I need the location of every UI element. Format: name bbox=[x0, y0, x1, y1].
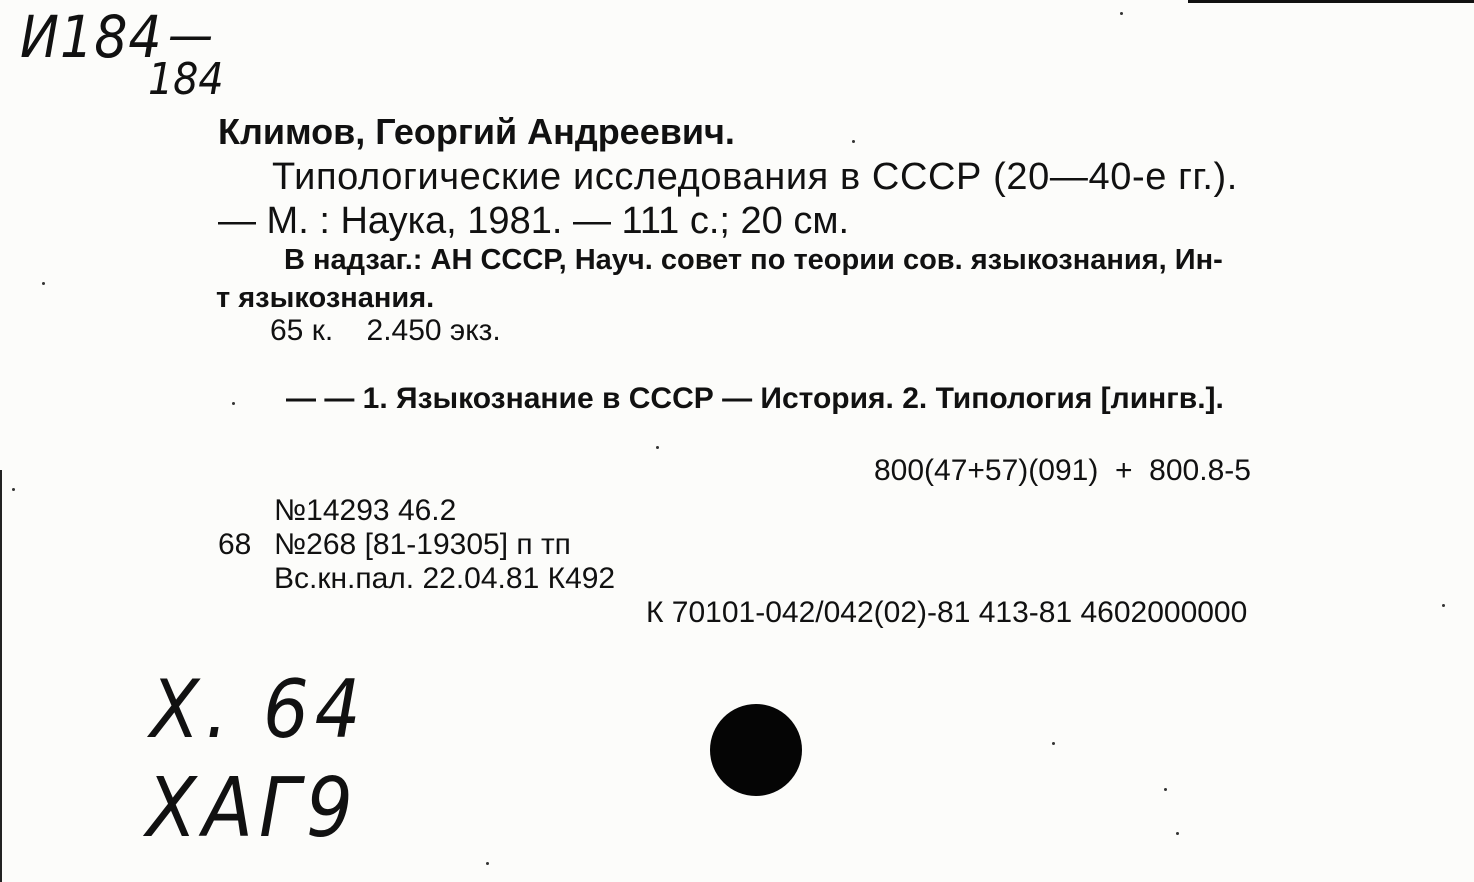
dust-speck bbox=[12, 488, 15, 491]
handwritten-fraction-bar: — bbox=[168, 6, 213, 64]
book-title: Типологические исследования в СССР (20—40-е гг.). bbox=[272, 156, 1238, 198]
price-and-print-run: 65 к. 2.450 экз. bbox=[270, 314, 501, 347]
dust-speck bbox=[656, 446, 659, 449]
dust-speck bbox=[42, 282, 45, 285]
punch-hole bbox=[710, 704, 802, 796]
handwritten-fraction-denominator: 184 bbox=[148, 54, 224, 105]
note-line-1: В надзаг.: АН СССР, Науч. совет по теории сов. языкознания, Ин- bbox=[284, 244, 1223, 276]
author-heading: Климов, Георгий Андреевич. bbox=[218, 111, 735, 152]
isbn-line: К 70101-042/042(02)-81 413-81 4602000000 bbox=[646, 596, 1248, 629]
imprint-line: — М. : Наука, 1981. — 111 с.; 20 см. bbox=[218, 200, 850, 242]
dust-speck bbox=[1164, 788, 1167, 791]
card-edge-left bbox=[0, 470, 2, 882]
dust-speck bbox=[1176, 832, 1179, 835]
note-line-2: т языкознания. bbox=[216, 282, 435, 314]
order-prefix: 68 bbox=[218, 528, 252, 561]
subject-headings: — — 1. Языкознание в СССР — История. 2. Типология [лингв.]. bbox=[286, 382, 1224, 415]
dust-speck bbox=[852, 140, 855, 143]
handwritten-shelf-mark-2: ХАГ9 bbox=[146, 761, 359, 856]
classification-index: 800(47+57)(091) + 800.8-5 bbox=[874, 454, 1251, 487]
dust-speck bbox=[1442, 604, 1445, 607]
dust-speck bbox=[1052, 742, 1055, 745]
handwritten-shelf-mark-1: Х. 64 bbox=[150, 663, 367, 756]
order-line: №268 [81-19305] п тп bbox=[274, 528, 571, 561]
book-chamber-registry: Вс.кн.пал. 22.04.81 К492 bbox=[274, 562, 616, 595]
record-number: №14293 46.2 bbox=[274, 494, 457, 527]
handwritten-call-number: И184 bbox=[20, 3, 163, 71]
dust-speck bbox=[486, 862, 489, 865]
card-edge-top bbox=[1188, 0, 1474, 3]
dust-speck bbox=[232, 402, 235, 405]
dust-speck bbox=[1120, 12, 1123, 15]
